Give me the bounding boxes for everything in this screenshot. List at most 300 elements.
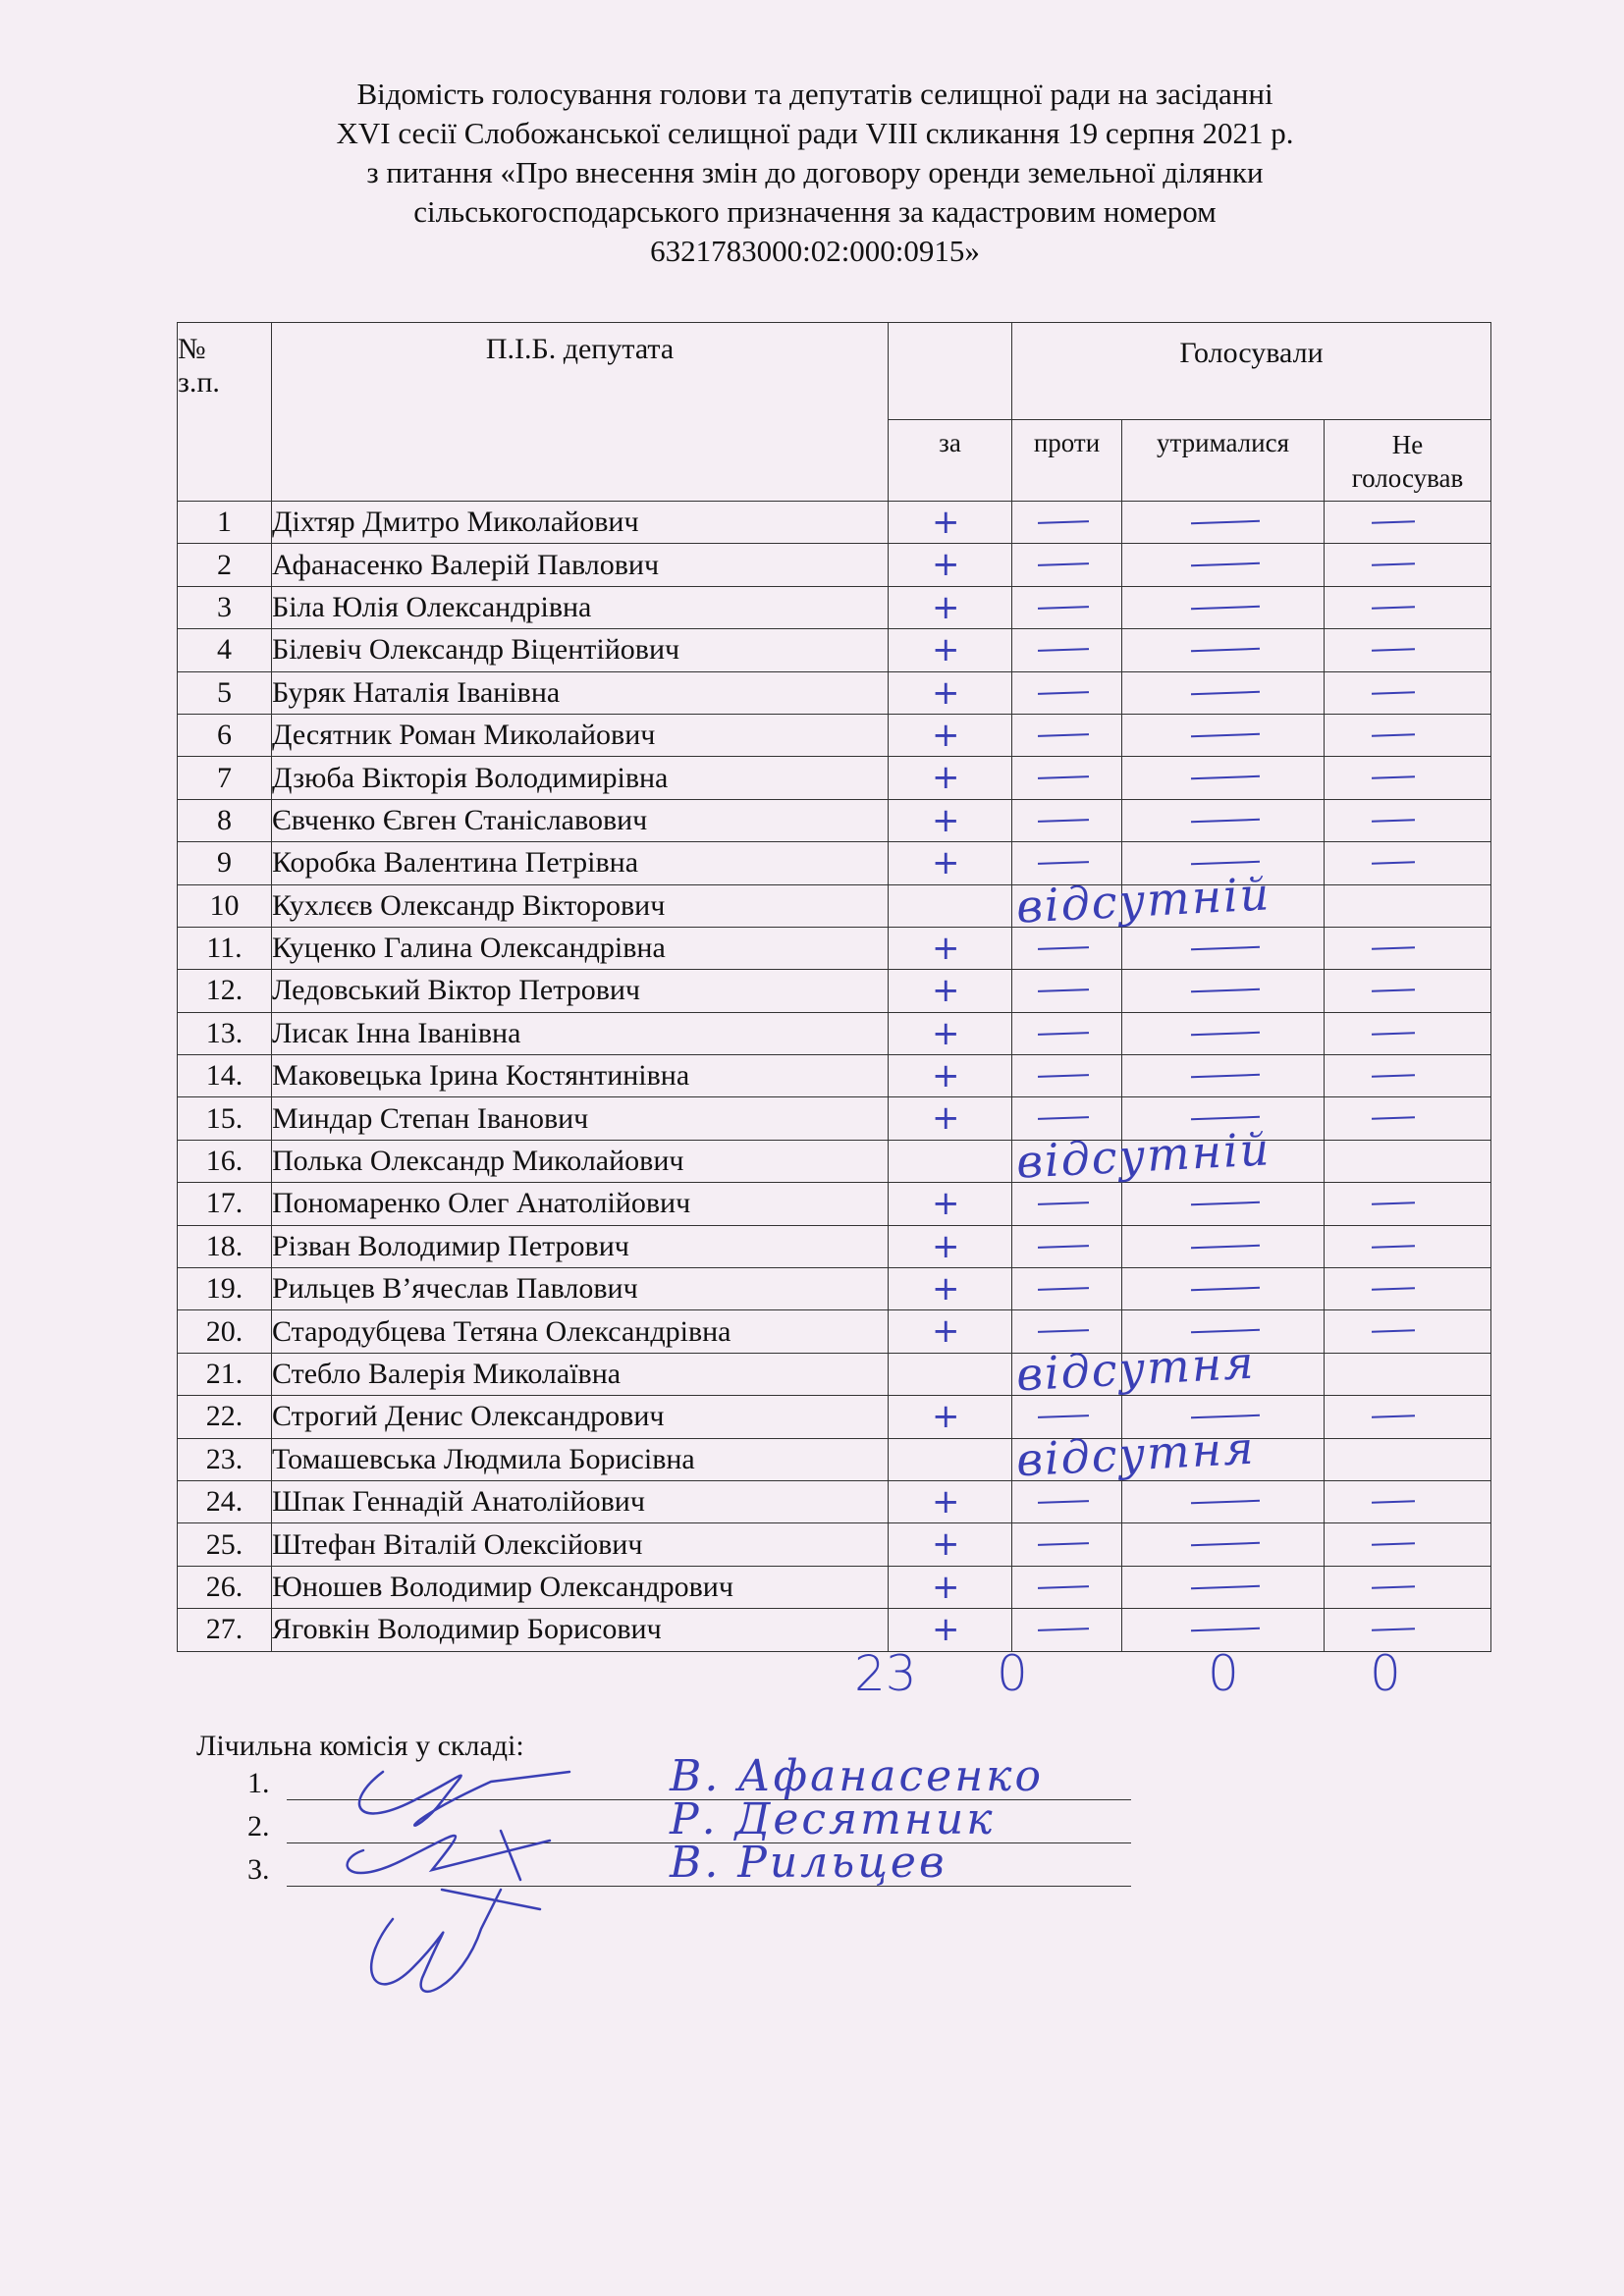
vote-cell-not-voted <box>1325 1353 1491 1395</box>
deputy-name: Яговкін Володимир Борисович <box>272 1609 889 1651</box>
dash-mark <box>1038 1628 1089 1631</box>
plus-mark: + <box>932 587 960 627</box>
vote-cell-for <box>889 1225 1012 1267</box>
vote-cell-not-voted <box>1325 1396 1491 1438</box>
vote-cell-against <box>1012 1012 1122 1054</box>
handwritten-signatures-icon <box>324 1742 599 2017</box>
table-row <box>178 1140 1491 1182</box>
deputy-name: Юношев Володимир Олександрович <box>272 1566 889 1608</box>
row-number: 10 <box>178 884 272 927</box>
deputy-name: Ледовський Віктор Петрович <box>272 970 889 1012</box>
dash-mark <box>1191 1585 1260 1589</box>
dash-mark <box>1191 1628 1260 1631</box>
plus-mark: + <box>932 715 960 755</box>
vote-cell-abstained <box>1122 1183 1325 1225</box>
vote-cell-for <box>889 544 1012 586</box>
vote-cell-against <box>1012 502 1122 544</box>
deputy-name: Строгий Денис Олександрович <box>272 1396 889 1438</box>
total-for: 23 <box>854 1645 917 1702</box>
row-number: 1 <box>178 502 272 544</box>
plus-mark: + <box>932 1311 960 1352</box>
dash-mark <box>1372 1543 1415 1547</box>
row-number: 20. <box>178 1310 272 1353</box>
plus-mark: + <box>932 1013 960 1053</box>
deputy-name: Дзюба Вікторія Володимирівна <box>272 757 889 799</box>
vote-cell-not-voted <box>1325 842 1491 884</box>
vote-cell-against <box>1012 1353 1122 1395</box>
dash-mark <box>1372 1500 1415 1504</box>
dash-mark <box>1038 1287 1089 1291</box>
dash-mark <box>1038 1117 1089 1121</box>
dash-mark <box>1372 648 1415 652</box>
member-signature-name: В. Рильцев <box>670 1838 947 1888</box>
table-row <box>178 757 1491 799</box>
dash-mark <box>1038 1500 1089 1504</box>
dash-mark <box>1038 819 1089 823</box>
vote-cell-against <box>1012 927 1122 969</box>
deputy-name: Лисак Інна Іванівна <box>272 1012 889 1054</box>
header-line-1: Відомість голосування голови та депутатів селищної ради на засіданні <box>356 77 1273 111</box>
vote-cell-not-voted <box>1325 1438 1491 1480</box>
deputy-name: Маковецька Ірина Костянтинівна <box>272 1055 889 1097</box>
vote-cell-abstained <box>1122 714 1325 756</box>
vote-cell-for <box>889 1183 1012 1225</box>
table-row <box>178 842 1491 884</box>
vote-cell-for <box>889 1012 1012 1054</box>
row-number: 11. <box>178 927 272 969</box>
table-row <box>178 629 1491 671</box>
vote-cell-for <box>889 1420 1257 1486</box>
vote-cell-against <box>1012 1523 1122 1566</box>
member-signature-name: В. Афанасенко <box>670 1751 1044 1801</box>
table-row <box>178 1225 1491 1267</box>
vote-cell-for <box>889 757 1012 799</box>
dash-mark <box>1038 861 1089 865</box>
vote-cell-for <box>889 799 1012 841</box>
dash-mark <box>1038 946 1089 950</box>
plus-mark: + <box>932 1567 960 1607</box>
column-header-against: проти <box>1012 420 1122 502</box>
vote-cell-abstained <box>1122 927 1325 969</box>
row-number: 12. <box>178 970 272 1012</box>
plus-mark: + <box>932 672 960 713</box>
deputy-name: Кухлєєв Олександр Вікторович <box>272 884 889 927</box>
dash-mark <box>1038 562 1089 566</box>
dash-mark <box>1038 1415 1089 1418</box>
row-number: 27. <box>178 1609 272 1651</box>
table-row <box>178 1012 1491 1054</box>
absent-note: відсутній <box>1014 866 1272 934</box>
vote-cell-not-voted <box>1325 1055 1491 1097</box>
vote-cell-for <box>889 1097 1012 1140</box>
deputy-name: Рильцев В’ячеслав Павлович <box>272 1268 889 1310</box>
row-number: 3 <box>178 586 272 628</box>
dash-mark <box>1372 1074 1415 1078</box>
vote-cell-not-voted <box>1325 1268 1491 1310</box>
row-number: 2 <box>178 544 272 586</box>
member-signature-name: Р. Десятник <box>670 1794 996 1844</box>
vote-cell-against <box>1012 1268 1122 1310</box>
vote-cell-for <box>889 1310 1012 1353</box>
dash-mark <box>1191 562 1260 566</box>
dash-mark <box>1372 861 1415 865</box>
deputy-name: Пономаренко Олег Анатолійович <box>272 1183 889 1225</box>
dash-mark <box>1372 563 1415 567</box>
plus-mark: + <box>932 1524 960 1565</box>
row-number: 17. <box>178 1183 272 1225</box>
vote-cell-for <box>889 671 1012 714</box>
plus-mark: + <box>932 1184 960 1224</box>
deputy-name: Білевіч Олександр Віцентійович <box>272 629 889 671</box>
plus-mark: + <box>932 1269 960 1309</box>
vote-cell-for <box>889 1523 1012 1566</box>
deputy-name: Буряк Наталія Іванівна <box>272 671 889 714</box>
vote-cell-for <box>889 1480 1012 1522</box>
absent-note: відсутня <box>1014 1335 1257 1402</box>
dash-mark <box>1038 1245 1089 1249</box>
dash-mark <box>1191 1287 1260 1291</box>
vote-cell-against <box>1012 714 1122 756</box>
row-number: 16. <box>178 1140 272 1182</box>
vote-cell-not-voted <box>1325 799 1491 841</box>
vote-cell-not-voted <box>1325 502 1491 544</box>
deputy-name: Діхтяр Дмитро Миколайович <box>272 502 889 544</box>
vote-cell-abstained <box>1122 1268 1325 1310</box>
table-row <box>178 1609 1491 1651</box>
vote-cell-not-voted <box>1325 927 1491 969</box>
deputy-name: Афанасенко Валерій Павлович <box>272 544 889 586</box>
deputy-name: Десятник Роман Миколайович <box>272 714 889 756</box>
vote-cell-for <box>889 629 1012 671</box>
plus-mark: + <box>932 1056 960 1096</box>
column-header-blank <box>889 323 1012 420</box>
row-number: 13. <box>178 1012 272 1054</box>
member-number: 3. <box>247 1853 270 1886</box>
dash-mark <box>1038 1032 1089 1036</box>
dash-mark <box>1372 691 1415 695</box>
dash-mark <box>1372 819 1415 823</box>
plus-mark: + <box>932 928 960 968</box>
table-row <box>178 1566 1491 1608</box>
dash-mark <box>1191 520 1260 524</box>
row-number: 9 <box>178 842 272 884</box>
header-line-4: сільськогосподарського призначення за кадастровим номером <box>413 194 1217 229</box>
vote-cell-not-voted <box>1325 1310 1491 1353</box>
vote-cell-not-voted <box>1325 884 1491 927</box>
column-header-abstained: утрималися <box>1122 420 1325 502</box>
header-line-2: XVI сесії Слобожанської селищної ради VIII скликання 19 серпня 2021 р. <box>336 116 1294 150</box>
column-header-voted: Голосували <box>1012 323 1491 420</box>
dash-mark <box>1038 691 1089 695</box>
dash-mark <box>1191 988 1260 992</box>
plus-mark: + <box>932 503 960 542</box>
row-number: 26. <box>178 1566 272 1608</box>
dash-mark <box>1372 1585 1415 1589</box>
table-row <box>178 1055 1491 1097</box>
dash-mark <box>1038 1201 1089 1205</box>
vote-cell-not-voted <box>1325 1140 1491 1182</box>
vote-cell-against <box>1012 1225 1122 1267</box>
row-number: 8 <box>178 799 272 841</box>
plus-mark: + <box>932 758 960 798</box>
vote-cell-not-voted <box>1325 970 1491 1012</box>
vote-cell-against <box>1012 1140 1122 1182</box>
vote-cell-abstained <box>1122 1566 1325 1608</box>
dash-mark <box>1191 1500 1260 1504</box>
vote-cell-against <box>1012 629 1122 671</box>
row-number: 6 <box>178 714 272 756</box>
dash-mark <box>1191 861 1260 865</box>
vote-cell-abstained <box>1122 544 1325 586</box>
dash-mark <box>1372 1032 1415 1036</box>
vote-cell-against <box>1012 757 1122 799</box>
total-abstained: 0 <box>1208 1645 1239 1702</box>
dash-mark <box>1038 1542 1089 1546</box>
dash-mark <box>1191 1244 1260 1248</box>
dash-mark <box>1372 1117 1415 1121</box>
vote-cell-against <box>1012 1055 1122 1097</box>
table-row <box>178 1438 1491 1480</box>
table-row <box>178 671 1491 714</box>
absent-note: відсутній <box>1014 1122 1272 1189</box>
dash-mark <box>1191 1031 1260 1035</box>
vote-cell-not-voted <box>1325 629 1491 671</box>
vote-cell-not-voted <box>1325 1012 1491 1054</box>
row-number: 19. <box>178 1268 272 1310</box>
plus-mark: + <box>932 971 960 1011</box>
vote-cell-for <box>889 502 1012 544</box>
column-header-for: за <box>889 420 1012 502</box>
vote-cell-against <box>1012 884 1122 927</box>
member-number: 1. <box>247 1767 270 1799</box>
row-number: 4 <box>178 629 272 671</box>
dash-mark <box>1038 1074 1089 1078</box>
row-number: 18. <box>178 1225 272 1267</box>
dash-mark <box>1372 776 1415 780</box>
table-row <box>178 1310 1491 1353</box>
deputy-name: Куценко Галина Олександрівна <box>272 927 889 969</box>
dash-mark <box>1372 1330 1415 1334</box>
table-row <box>178 1183 1491 1225</box>
deputy-name: Євченко Євген Станіславович <box>272 799 889 841</box>
dash-mark <box>1038 733 1089 737</box>
dash-mark <box>1191 946 1260 950</box>
vote-cell-against <box>1012 1566 1122 1608</box>
vote-cell-against <box>1012 970 1122 1012</box>
table-row <box>178 714 1491 756</box>
vote-cell-for <box>889 1268 1012 1310</box>
table-row <box>178 1396 1491 1438</box>
plus-mark: + <box>932 1226 960 1266</box>
plus-mark: + <box>932 1481 960 1522</box>
deputy-name: Шпак Геннадій Анатолійович <box>272 1480 889 1522</box>
vote-cell-for <box>889 1396 1012 1438</box>
dash-mark <box>1191 1329 1260 1333</box>
table-row <box>178 502 1491 544</box>
row-number: 14. <box>178 1055 272 1097</box>
vote-cell-against <box>1012 1438 1122 1480</box>
dash-mark <box>1372 989 1415 993</box>
deputy-name: Томашевська Людмила Борисівна <box>272 1438 889 1480</box>
vote-cell-against <box>1012 1609 1122 1651</box>
row-number: 25. <box>178 1523 272 1566</box>
dash-mark <box>1038 988 1089 992</box>
dash-mark <box>1191 690 1260 694</box>
dash-mark <box>1038 1330 1089 1334</box>
vote-cell-not-voted <box>1325 757 1491 799</box>
dash-mark <box>1372 1628 1415 1631</box>
voting-table <box>177 322 1491 1652</box>
total-against: 0 <box>997 1645 1028 1702</box>
dash-mark <box>1191 775 1260 779</box>
dash-mark <box>1191 606 1260 610</box>
total-not-voted: 0 <box>1370 1645 1401 1702</box>
vote-cell-against <box>1012 799 1122 841</box>
vote-cell-abstained <box>1122 1523 1325 1566</box>
plus-mark: + <box>932 800 960 840</box>
header-line-3: з питання «Про внесення змін до договору оренди земельної ділянки <box>366 155 1264 189</box>
vote-cell-abstained <box>1122 799 1325 841</box>
vote-cell-abstained <box>1122 502 1325 544</box>
deputy-name: Штефан Віталій Олексійович <box>272 1523 889 1566</box>
table-row <box>178 1523 1491 1566</box>
dash-mark <box>1038 606 1089 610</box>
vote-cell-for <box>889 970 1012 1012</box>
deputy-name: Миндар Степан Іванович <box>272 1097 889 1140</box>
dash-mark <box>1372 1415 1415 1418</box>
vote-cell-not-voted <box>1325 1523 1491 1566</box>
vote-cell-not-voted <box>1325 1566 1491 1608</box>
table-row <box>178 799 1491 841</box>
vote-cell-for <box>889 1335 1257 1402</box>
dash-mark <box>1038 648 1089 652</box>
dash-mark <box>1191 819 1260 823</box>
dash-mark <box>1038 1585 1089 1589</box>
vote-cell-not-voted <box>1325 1609 1491 1651</box>
vote-cell-abstained <box>1122 1055 1325 1097</box>
vote-cell-not-voted <box>1325 586 1491 628</box>
dash-mark <box>1372 733 1415 737</box>
dash-mark <box>1191 733 1260 737</box>
vote-cell-abstained <box>1122 586 1325 628</box>
row-number: 22. <box>178 1396 272 1438</box>
column-header-number: № з.п. <box>178 323 272 502</box>
plus-mark: + <box>932 1610 960 1650</box>
table-row <box>178 884 1491 927</box>
vote-cell-against <box>1012 1480 1122 1522</box>
row-number: 24. <box>178 1480 272 1522</box>
row-number: 23. <box>178 1438 272 1480</box>
dash-mark <box>1372 1201 1415 1205</box>
vote-cell-for <box>889 586 1012 628</box>
column-header-name: П.І.Б. депутата <box>272 323 889 502</box>
table-row <box>178 1353 1491 1395</box>
dash-mark <box>1191 648 1260 652</box>
deputy-name: Стародубцева Тетяна Олександрівна <box>272 1310 889 1353</box>
plus-mark: + <box>932 843 960 883</box>
dash-mark <box>1191 1074 1260 1078</box>
vote-cell-not-voted <box>1325 1225 1491 1267</box>
vote-cell-abstained <box>1122 1225 1325 1267</box>
table-row <box>178 1097 1491 1140</box>
dash-mark <box>1372 520 1415 524</box>
vote-cell-not-voted <box>1325 671 1491 714</box>
plus-mark: + <box>932 545 960 585</box>
dash-mark <box>1372 1245 1415 1249</box>
vote-cell-against <box>1012 544 1122 586</box>
deputy-name: Коробка Валентина Петрівна <box>272 842 889 884</box>
plus-mark: + <box>932 1397 960 1437</box>
document-header <box>177 75 1453 271</box>
vote-cell-for <box>889 1566 1012 1608</box>
vote-cell-for <box>889 714 1012 756</box>
vote-cell-for <box>889 927 1012 969</box>
dash-mark <box>1191 1116 1260 1120</box>
row-number: 15. <box>178 1097 272 1140</box>
vote-cell-against <box>1012 586 1122 628</box>
plus-mark: + <box>932 1098 960 1139</box>
table-row <box>178 586 1491 628</box>
dash-mark <box>1372 946 1415 950</box>
vote-cell-not-voted <box>1325 714 1491 756</box>
dash-mark <box>1191 1415 1260 1418</box>
vote-cell-for <box>889 1122 1272 1189</box>
vote-cell-abstained <box>1122 884 1325 927</box>
vote-cell-for <box>889 1055 1012 1097</box>
vote-cell-not-voted <box>1325 1097 1491 1140</box>
header-line-5: 6321783000:02:000:0915» <box>650 234 980 268</box>
vote-cell-abstained <box>1122 757 1325 799</box>
table-row <box>178 927 1491 969</box>
deputy-name: Різван Володимир Петрович <box>272 1225 889 1267</box>
vote-cell-against <box>1012 671 1122 714</box>
table-row <box>178 544 1491 586</box>
dash-mark <box>1372 1287 1415 1291</box>
deputy-name: Біла Юлія Олександрівна <box>272 586 889 628</box>
plus-mark: + <box>932 630 960 670</box>
deputy-name: Полька Олександр Миколайович <box>272 1140 889 1182</box>
dash-mark <box>1038 775 1089 779</box>
vote-cell-not-voted <box>1325 544 1491 586</box>
vote-cell-abstained <box>1122 1438 1325 1480</box>
deputy-name: Стебло Валерія Миколаївна <box>272 1353 889 1395</box>
commission-label: Лічильна комісія у складі: <box>196 1730 524 1762</box>
vote-cell-abstained <box>1122 629 1325 671</box>
member-number: 2. <box>247 1810 270 1842</box>
vote-cell-abstained <box>1122 671 1325 714</box>
vote-cell-not-voted <box>1325 1183 1491 1225</box>
column-header-not-voted: Не голосував <box>1325 420 1491 502</box>
row-number: 7 <box>178 757 272 799</box>
table-row <box>178 1268 1491 1310</box>
vote-cell-abstained <box>1122 970 1325 1012</box>
vote-cell-not-voted <box>1325 1480 1491 1522</box>
vote-cell-for <box>889 866 1272 934</box>
row-number: 5 <box>178 671 272 714</box>
vote-cell-against <box>1012 1183 1122 1225</box>
absent-note: відсутня <box>1014 1420 1257 1486</box>
vote-cell-for <box>889 842 1012 884</box>
vote-cell-abstained <box>1122 1140 1325 1182</box>
row-number: 21. <box>178 1353 272 1395</box>
vote-cell-abstained <box>1122 1480 1325 1522</box>
dash-mark <box>1372 606 1415 610</box>
dash-mark <box>1191 1201 1260 1205</box>
table-row <box>178 1480 1491 1522</box>
table-row <box>178 970 1491 1012</box>
vote-cell-abstained <box>1122 1012 1325 1054</box>
vote-cell-abstained <box>1122 1353 1325 1395</box>
